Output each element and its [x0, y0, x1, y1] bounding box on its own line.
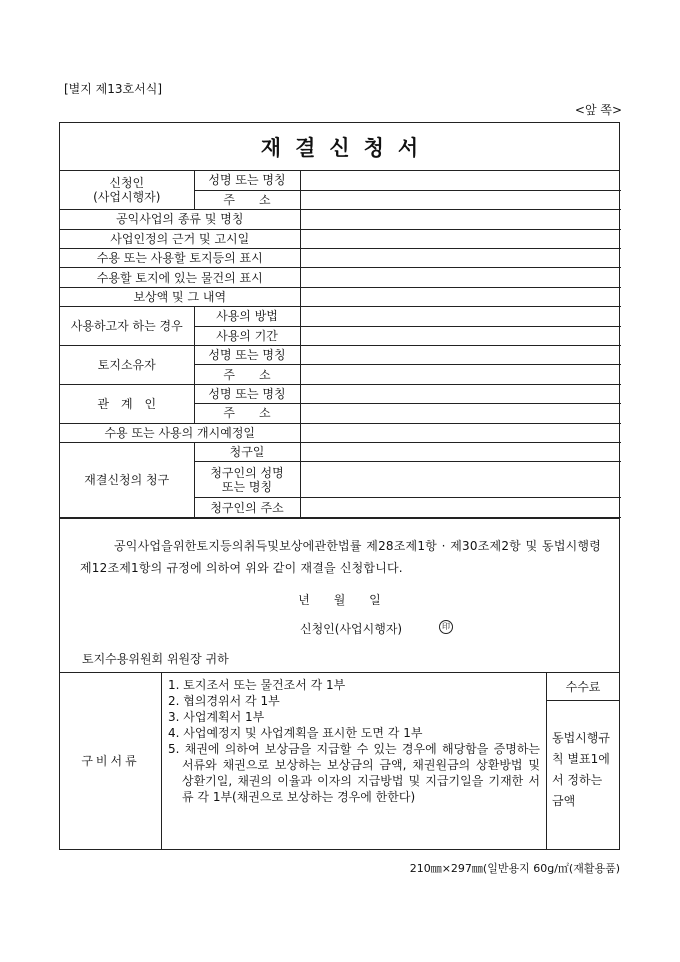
- land-owner-name-label: 성명 또는 명칭: [194, 346, 300, 365]
- applicant-name-field[interactable]: [300, 171, 621, 190]
- use-period-label: 사용의 기간: [194, 326, 300, 345]
- land-desc-label: 수용 또는 사용할 토지등의 표시: [60, 249, 300, 268]
- use-case-label: 사용하고자 하는 경우: [60, 307, 194, 346]
- start-date-field[interactable]: [300, 423, 621, 442]
- requester-address-field[interactable]: [300, 498, 621, 517]
- list-item: 1. 토지조서 또는 물건조서 각 1부: [168, 677, 346, 692]
- page-side-label: <앞 쪽>: [574, 103, 622, 117]
- date-month-label: 월: [333, 592, 346, 607]
- object-desc-field[interactable]: [300, 268, 621, 287]
- application-form: [59, 122, 620, 850]
- use-method-label: 사용의 방법: [194, 307, 300, 326]
- paper-spec: 210㎜×297㎜(일반용지 60g/㎡(재활용품): [409, 862, 620, 875]
- request-label: 재결신청의 청구: [60, 442, 194, 517]
- table-row: [60, 442, 621, 461]
- table-row: [60, 307, 621, 326]
- object-desc-label: 수용할 토지에 있는 물건의 표시: [60, 268, 300, 287]
- use-period-field[interactable]: [300, 326, 621, 345]
- request-date-label: 청구일: [194, 442, 300, 461]
- applicant-label-line1: 신청인: [109, 176, 145, 191]
- table-row: [60, 249, 621, 268]
- land-owner-name-field[interactable]: [300, 346, 621, 365]
- form-number: [별지 제13호서식]: [64, 82, 162, 96]
- land-desc-field[interactable]: [300, 249, 621, 268]
- date-day-label: 일: [369, 592, 381, 607]
- list-item: 4. 사업예정지 및 사업계획을 표시한 도면 각 1부: [168, 725, 423, 740]
- signer-label: 신청인(사업시행자): [300, 621, 403, 636]
- requester-name-label-line2: 또는 명칭: [221, 479, 273, 494]
- project-type-field[interactable]: [300, 210, 621, 229]
- related-person-name-field[interactable]: [300, 384, 621, 403]
- land-owner-label: 토지소유자: [60, 346, 194, 385]
- seal-mark: 印: [439, 620, 453, 634]
- compensation-field[interactable]: [300, 287, 621, 306]
- table-row: [60, 384, 621, 403]
- date-year-label: 년: [298, 592, 310, 607]
- fee-column: [546, 673, 619, 849]
- land-owner-address-label: 주 소: [194, 365, 300, 384]
- requester-address-label: 청구인의 주소: [194, 498, 300, 517]
- applicant-name-label: 성명 또는 명칭: [194, 171, 300, 190]
- applicant-address-label: 주 소: [194, 190, 300, 209]
- applicant-address-field[interactable]: [300, 190, 621, 209]
- requester-name-label: [194, 462, 300, 498]
- list-item: 3. 사업계획서 1부: [168, 709, 265, 724]
- documents-section: [60, 672, 619, 849]
- addressee: 토지수용위원회 위원장 귀하: [82, 651, 229, 666]
- land-owner-address-field[interactable]: [300, 365, 621, 384]
- request-date-field[interactable]: [300, 442, 621, 461]
- related-person-label: 관 계 인: [60, 384, 194, 423]
- related-person-address-field[interactable]: [300, 404, 621, 423]
- list-item: 5. 채권에 의하여 보상금을 지급할 수 있는 경우에 해당함을 증명하는 서류와 채권으로 보상하는 보상금의 금액, 채권원금의 상환방법 및 상환기일, 채권의 이율과 이자의 지급방법 및 지급기일을 기재한 서류 각 1부(채권으로 보상하는 경우에 한한다): [168, 741, 540, 804]
- form-fields-table: [60, 171, 621, 518]
- table-row: [60, 287, 621, 306]
- table-row: [60, 268, 621, 287]
- list-item: 2. 협의경위서 각 1부: [168, 693, 280, 708]
- table-row: [60, 210, 621, 229]
- related-person-address-label: 주 소: [194, 404, 300, 423]
- start-date-label: 수용 또는 사용의 개시예정일: [60, 423, 300, 442]
- table-row: [60, 171, 621, 190]
- applicant-label: [60, 171, 194, 210]
- documents-list: [162, 673, 546, 849]
- declaration-date: [60, 591, 619, 608]
- documents-label: 구비서류: [60, 673, 162, 849]
- project-type-label: 공익사업의 종류 및 명칭: [60, 210, 300, 229]
- compensation-label: 보상액 및 그 내역: [60, 287, 300, 306]
- form-title: 재결신청서: [60, 123, 619, 171]
- related-person-name-label: 성명 또는 명칭: [194, 384, 300, 403]
- requester-name-field[interactable]: [300, 462, 621, 498]
- fee-label: 수수료: [547, 673, 619, 701]
- declaration-text: 공익사업을위한토지등의취득및보상에관한법률 제28조제1항 · 제30조제2항 및 동법시행령 제12조제1항의 규정에 의하여 위와 같이 재결을 신청합니다.: [80, 538, 601, 575]
- applicant-label-line2: (사업시행자): [93, 190, 161, 205]
- declaration-section: [60, 518, 619, 672]
- table-row: [60, 346, 621, 365]
- fee-text: 동법시행규칙 별표1에서 정하는 금액: [552, 730, 610, 808]
- table-row: [60, 229, 621, 248]
- table-row: [60, 423, 621, 442]
- use-method-field[interactable]: [300, 307, 621, 326]
- requester-name-label-line1: 청구인의 성명: [210, 465, 284, 480]
- approval-basis-field[interactable]: [300, 229, 621, 248]
- approval-basis-label: 사업인정의 근거 및 고시일: [60, 229, 300, 248]
